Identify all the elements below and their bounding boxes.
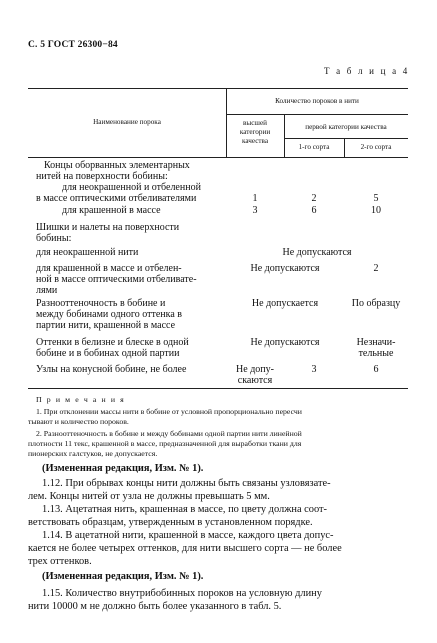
table-cell: ной в массе оптическими отбеливате- (36, 274, 197, 285)
table-value: 2 (373, 263, 379, 274)
table-cell: для крашенной в массе и отбелен- (36, 263, 182, 274)
col-grade1-header: 1-го сорта (298, 143, 330, 151)
table-value: Не допускаются (282, 247, 352, 258)
col-highest-header: высшей категории качества (239, 119, 271, 145)
col-count-header: Количество пороков в нити (275, 97, 359, 105)
paragraph-line: 1.13. Ацетатная нить, крашенная в массе, по цвету должна соот- (42, 504, 328, 515)
table-cell: для неокрашенной нити (36, 247, 139, 258)
amendment-note: (Измененная редакция, Изм. № 1). (42, 463, 204, 474)
table-cell: лями (36, 285, 58, 296)
paragraph-line: 1.12. При обрывах концы нити должны быть связаны узловязате- (42, 478, 331, 489)
paragraph-line: нити 10000 м не должно быть более указанного в табл. 5. (28, 601, 282, 612)
table-cell: в массе оптическими отбеливателями (36, 193, 197, 204)
page-header: С. 5 ГОСТ 26300−84 (28, 40, 118, 50)
table-value: 3 (252, 205, 258, 216)
amendment-note: (Измененная редакция, Изм. № 1). (42, 571, 204, 582)
table-cell: Оттенки в белизне и блеске в одной (36, 337, 189, 348)
table-bottom-rule (28, 388, 408, 389)
paragraph-line: лем. Концы нитей от узла не должны превышать 5 мм. (28, 491, 270, 502)
paragraph-line: кается не более четырех оттенков, для нити высшего сорта — не более (28, 543, 342, 554)
table-value: Не допу- (236, 364, 274, 375)
table-value: Не допускаются (250, 337, 320, 348)
table-value: скаются (237, 375, 273, 386)
table-value: 6 (311, 205, 317, 216)
paragraph-line: ветствовать образцам, утвержденным в установленном порядке. (28, 517, 313, 528)
table-caption: Т а б л и ц а 4 (324, 66, 410, 76)
note-line: 1. При отклонении массы нити в бобине от условной пропорционально пересчи (36, 407, 302, 416)
table-value: 2 (311, 193, 317, 204)
table-value: тельные (358, 348, 394, 359)
table-cell: Разнооттеночность в бобине и (36, 298, 166, 309)
table-cell: бобины: (36, 233, 72, 244)
table-cell: Концы оборванных элементарных (44, 160, 190, 171)
table-header-rule-1 (226, 114, 408, 115)
col-grade2-header: 2-го сорта (360, 143, 392, 151)
note-line: пионерских галстуков, не допускается. (28, 449, 158, 458)
table-cell: для крашенной в массе (62, 205, 161, 216)
col-name-header: Наименование порока (93, 118, 161, 126)
table-cell: бобине и в бобинах одной партии (36, 348, 180, 359)
col-first-header: первой категории качества (305, 123, 387, 131)
table-value: Не допускаются (250, 263, 320, 274)
table-value: 3 (311, 364, 317, 375)
table-value: Не допускается (251, 298, 319, 309)
table-header-rule-2 (284, 138, 408, 139)
table-cell: Узлы на конусной бобине, не более (36, 364, 187, 375)
paragraph-line: трех оттенков. (28, 556, 92, 567)
table-top-rule (28, 88, 408, 89)
table-value: Незначи- (356, 337, 396, 348)
note-line: 2. Разнооттеночность в бобине и между бобинами одной партии нити линейной (36, 429, 302, 438)
table-cell: нитей на поверхности бобины: (36, 171, 168, 182)
table-value: 10 (371, 205, 381, 216)
note-line: тывают и количество пороков. (28, 417, 129, 426)
paragraph-line: 1.14. В ацетатной нити, крашенной в массе, каждого цвета допус- (42, 530, 334, 541)
table-value: 1 (252, 193, 258, 204)
table-value: 5 (373, 193, 379, 204)
table-cell: Шишки и налеты на поверхности (36, 222, 180, 233)
note-line: плотности 11 текс, крашенной в массе, предназначенной для выработки ткани для (28, 439, 302, 448)
table-cell: для неокрашенной и отбеленной (62, 182, 201, 193)
table-header-bottom-rule (28, 157, 408, 158)
table-cell: партии нити, крашенной в массе (36, 320, 176, 331)
table-cell: между бобинами одного оттенка в (36, 309, 183, 320)
notes-title: П р и м е ч а н и я (36, 395, 126, 404)
table-value: 6 (373, 364, 379, 375)
paragraph-line: 1.15. Количество внутрибобинных пороков на условную длину (42, 588, 322, 599)
table-value: По образцу (351, 298, 401, 309)
